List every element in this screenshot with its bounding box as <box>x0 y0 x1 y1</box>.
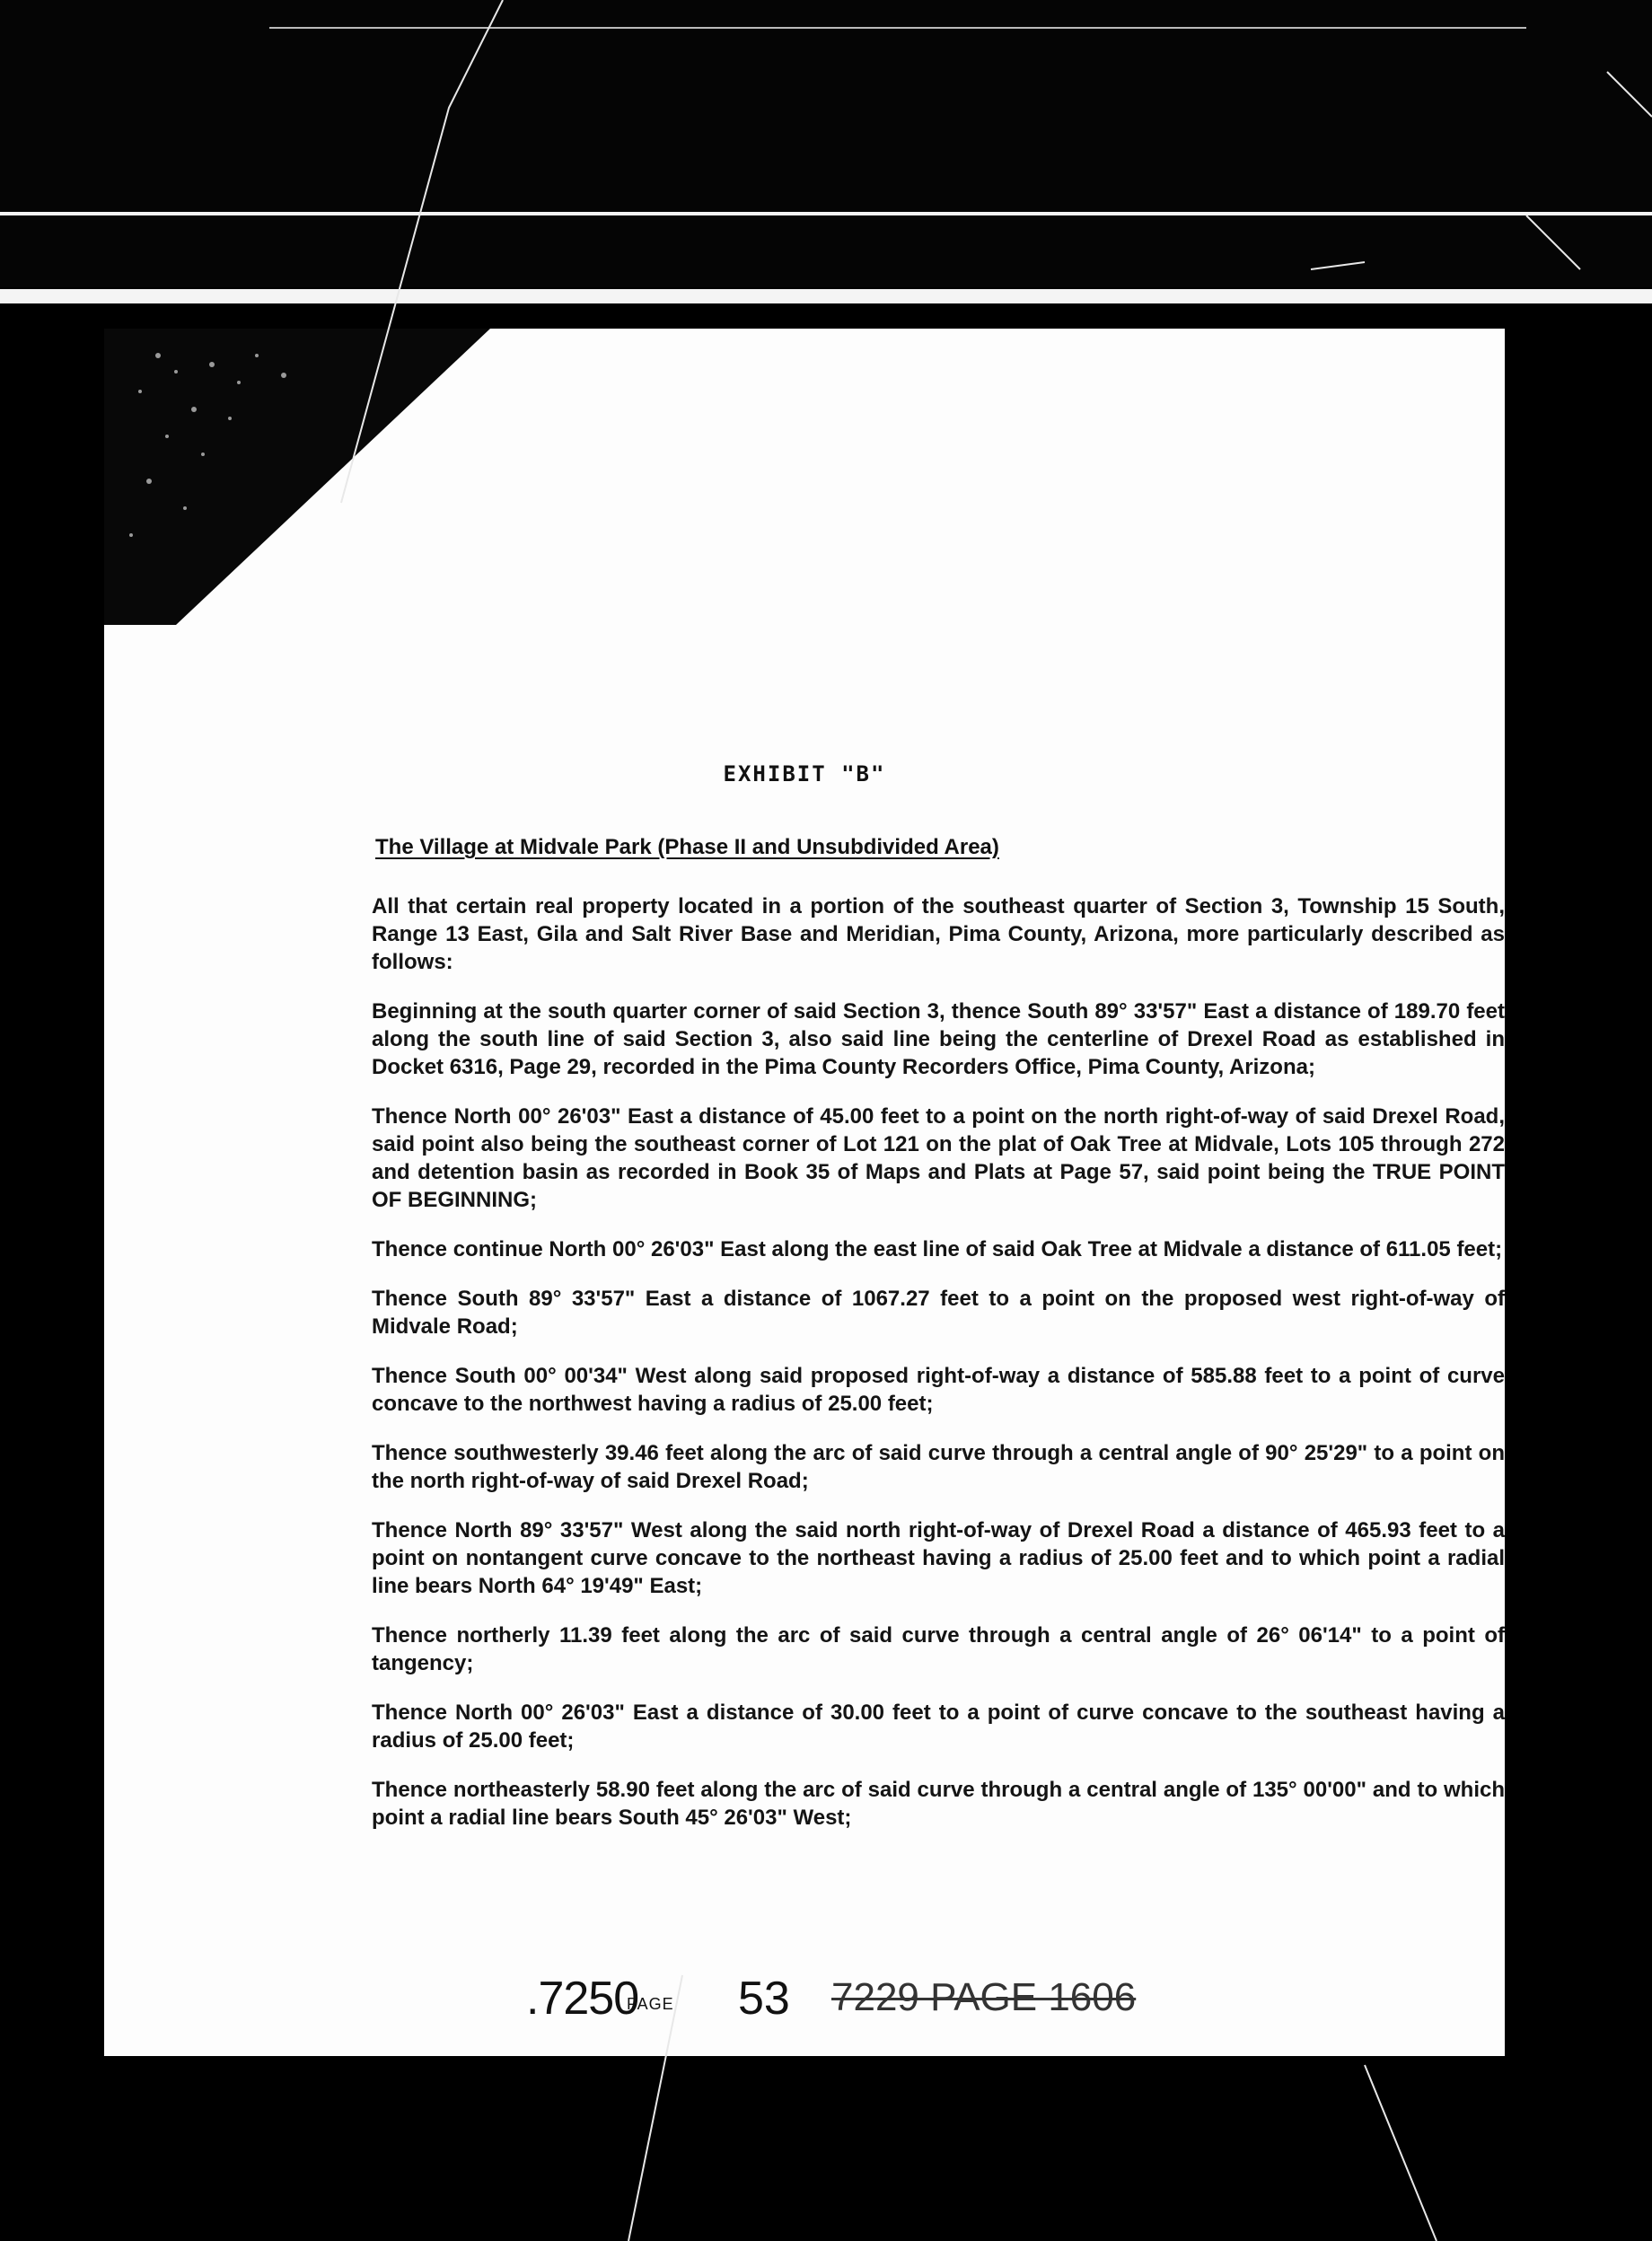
document-page <box>104 329 1505 2056</box>
recording-footer <box>526 1968 1155 2031</box>
scan-artifact-line <box>0 212 1652 215</box>
legal-description <box>372 892 1505 1853</box>
legal-paragraph: Thence North 89° 33'57" West along the said north right-of-way of Drexel Road a distance of 465.93 feet to a point on nontangent curve concave to the northeast having a radius of 25.00 feet and to which point a radial line bears North 64° 19'49" East; <box>372 1518 1505 1598</box>
legal-paragraph: Thence southwesterly 39.46 feet along the arc of said curve through a central angle of 90° 25'29" to a point on the north right-of-way of said Drexel Road; <box>372 1441 1505 1493</box>
scan-top-band <box>0 0 1652 287</box>
legal-paragraph: Thence northerly 11.39 feet along the arc of said curve through a central angle of 26° 06'14" to a point of tangency; <box>372 1623 1505 1675</box>
book-number: .7250 <box>526 1973 639 2025</box>
legal-paragraph: Beginning at the south quarter corner of said Section 3, thence South 89° 33'57" East a distance of 189.70 feet along the south line of said Section 3, also said line being the centerline of Drexel Road as established in Docket 6316, Page 29, recorded in the Pima County Recorders Office, Pima County, Arizona; <box>372 999 1505 1079</box>
legal-paragraph: Thence South 00° 00'34" West along said proposed right-of-way a distance of 585.88 feet to a point of curve concave to the northwest having a radius of 25.00 feet; <box>372 1364 1505 1416</box>
legal-paragraph: Thence continue North 00° 26'03" East along the east line of said Oak Tree at Midvale a distance of 611.05 feet; <box>372 1237 1503 1261</box>
page-label: PAGE <box>627 1995 674 2013</box>
page-number: 53 <box>738 1973 790 2025</box>
exhibit-title: EXHIBIT "B" <box>723 761 886 787</box>
legal-paragraph: Thence northeasterly 58.90 feet along the arc of said curve through a central angle of 135° 00'00" and to which point a radial line bears South 45° 26'03" West; <box>372 1778 1505 1830</box>
legal-paragraph: Thence North 00° 26'03" East a distance of 45.00 feet to a point on the north right-of-way of said Drexel Road, said point also being the southeast corner of Lot 121 on the plat of Oak Tree at Midvale, Lots 105 through 272 and detention basin as recorded in Book 35 of Maps and Plats at Page 57, said point being the TRUE POINT OF BEGINNING; <box>372 1104 1505 1212</box>
struck-old-reference: 7229 PAGE 1606 <box>831 1975 1137 2019</box>
scan-artifact-line <box>0 289 1652 303</box>
legal-paragraph: Thence North 00° 26'03" East a distance of 30.00 feet to a point of curve concave to the southeast having a radius of 25.00 feet; <box>372 1701 1505 1753</box>
legal-paragraph: Thence South 89° 33'57" East a distance of 1067.27 feet to a point on the proposed west right-of-way of Midvale Road; <box>372 1287 1505 1339</box>
torn-corner-graphic <box>104 329 490 625</box>
scan-artifact-line <box>269 27 1526 29</box>
document-heading: The Village at Midvale Park (Phase II and Unsubdivided Area) <box>375 835 999 859</box>
legal-paragraph: All that certain real property located in a portion of the southeast quarter of Section 3, Township 15 South, Range 13 East, Gila and Salt River Base and Meridian, Pima County, Arizona, more particularly described as follows: <box>372 894 1505 974</box>
